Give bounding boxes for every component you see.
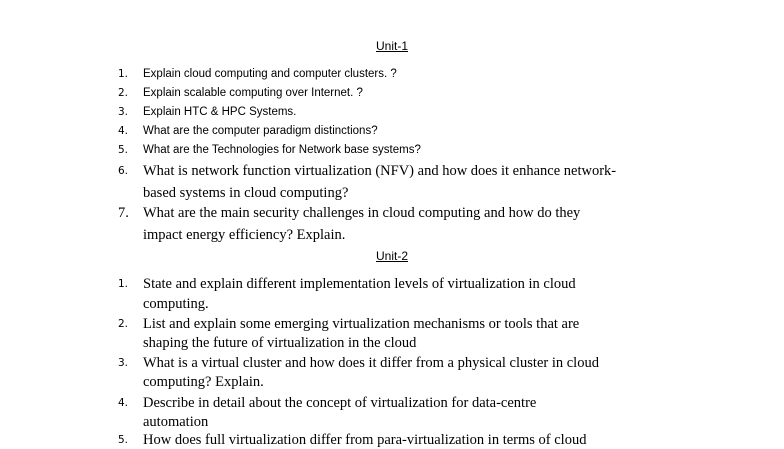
question-line: What is network function virtualization (NFV) and how does it enhance network- (143, 163, 617, 179)
question-number: 4. (118, 125, 129, 137)
question-text: What are the computer paradigm distinctions? (143, 125, 378, 137)
question-text: Explain scalable computing over Internet. ? (143, 87, 363, 99)
unit-1-heading: Unit-1 (375, 39, 408, 53)
question-line: What is a virtual cluster and how does it differ from a physical cluster in cloud (143, 355, 599, 371)
question-number: 7. (118, 205, 129, 221)
question-line: shaping the future of virtualization in the cloud (143, 335, 417, 351)
question-line: State and explain different implementation levels of virtualization in cloud (143, 276, 576, 292)
question-line: What are the main security challenges in cloud computing and how do they (143, 205, 581, 221)
question-number: 2. (118, 318, 129, 330)
question-number: 2. (118, 87, 129, 99)
unit-2-heading: Unit-2 (375, 249, 408, 263)
question-number: 4. (118, 397, 129, 409)
question-number: 3. (118, 357, 129, 369)
question-text: Explain HTC & HPC Systems. (143, 106, 297, 118)
question-text: Explain cloud computing and computer clusters. ? (143, 68, 397, 80)
question-line: How does full virtualization differ from para-virtualization in terms of cloud (143, 432, 587, 448)
question-line: computing. (143, 296, 209, 312)
question-number: 3. (118, 106, 129, 118)
question-line: impact energy efficiency? Explain. (143, 227, 346, 243)
question-number: 1. (118, 68, 129, 80)
question-line: Describe in detail about the concept of virtualization for data-centre (143, 395, 537, 411)
question-number: 5. (118, 144, 129, 156)
question-line: based systems in cloud computing? (143, 185, 349, 201)
question-line: computing? Explain. (143, 374, 264, 390)
question-line: List and explain some emerging virtualization mechanisms or tools that are (143, 316, 580, 332)
question-number: 1. (118, 278, 129, 290)
question-number: 6. (118, 165, 129, 177)
question-line: automation (143, 414, 209, 430)
question-text: What are the Technologies for Network base systems? (143, 144, 421, 156)
question-number: 5. (118, 434, 129, 446)
